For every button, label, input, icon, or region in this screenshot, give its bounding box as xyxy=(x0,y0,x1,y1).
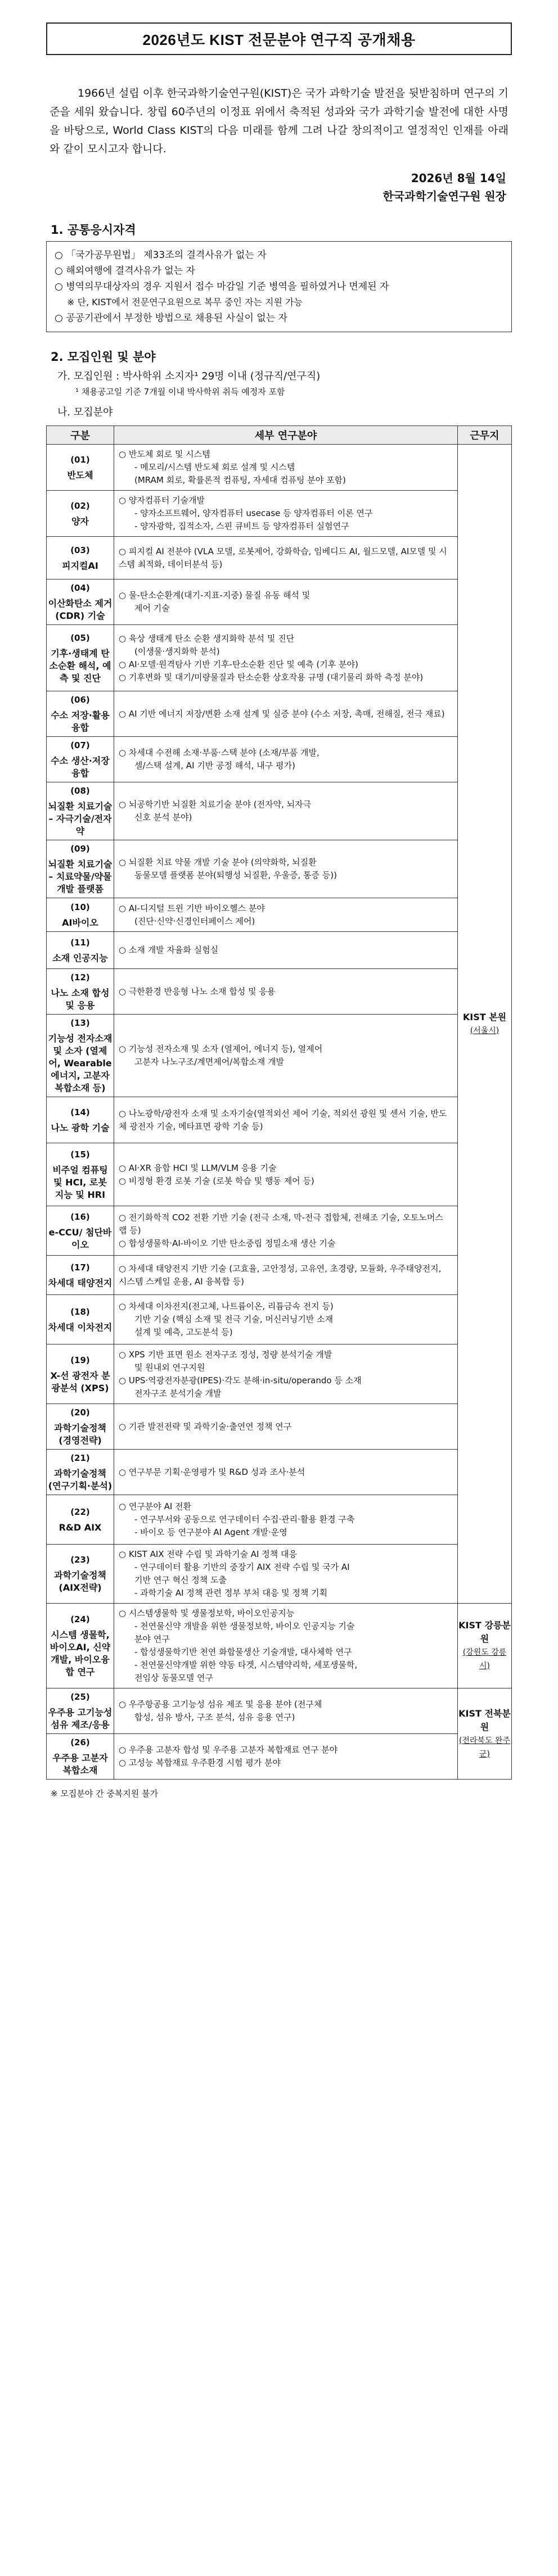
field-name: 기후·생태계 탄소순환 해석, 예측 및 진단 xyxy=(49,648,111,683)
recruit-count-note: ¹ 채용공고일 기준 7개월 이내 박사학위 취득 예정자 포함 xyxy=(75,387,285,397)
field-detail-cell xyxy=(114,1097,458,1143)
field-name: 반도체 xyxy=(67,469,93,481)
field-detail-cell xyxy=(114,537,458,580)
detail-item: ○ 양자컴퓨터 기술개발 xyxy=(119,495,205,505)
detail-subitem: (MRAM 회로, 확률론적 컴퓨팅, 자세대 컴퓨팅 분야 포함) xyxy=(134,475,346,485)
field-name: R&D AIX xyxy=(58,1522,102,1533)
table-row xyxy=(47,1734,512,1780)
field-detail-cell xyxy=(114,625,458,691)
field-name: 차세대 이차전지 xyxy=(48,1321,112,1333)
detail-item: ○ 기후변화 및 대기/미량물질과 탄소순환 상호작용 규명 (대기물리 화학 측정 분야) xyxy=(119,672,424,682)
table-row xyxy=(47,1097,512,1143)
detail-subitem: (이생물·생지화학 분석) xyxy=(134,646,220,657)
detail-subitem: 제어 기술 xyxy=(134,603,170,613)
detail-item: ○ 뇌질환 치료 약물 개발 기술 분야 (의약화학, 뇌질환 xyxy=(119,857,317,867)
field-number: (15) xyxy=(70,1149,90,1160)
field-category-cell xyxy=(47,969,114,1015)
detail-item: ○ 차세대 수전해 소재·부품·스택 분야 (소재/부품 개발, xyxy=(119,748,320,758)
field-name: 뇌질환 치료기술 – 치료약물/약물개발 플랫폼 xyxy=(48,859,112,894)
detail-item: ○ 연구부문 기획·운영평가 및 R&D 성과 조사·분석 xyxy=(119,1466,305,1477)
field-name: 피지컬AI xyxy=(62,560,98,571)
field-detail-cell xyxy=(114,737,458,782)
location-region: (강원도 강릉시) xyxy=(462,1648,507,1670)
field-name: 기능성 전자소재 및 소자 (열제어, Wearable 에너지, 고분자 복합소재 등) xyxy=(48,1033,112,1093)
detail-item: ○ UPS·역광전자분광(IPES)·각도 분해·in-situ/operando 등 소재 xyxy=(119,1375,362,1386)
table-row xyxy=(47,969,512,1015)
field-name: 과학기술정책 (경영전략) xyxy=(54,1423,106,1446)
field-number: (22) xyxy=(70,1506,90,1517)
field-name: 우주용 고기능성 섬유 제조/응용 xyxy=(48,1707,112,1730)
field-category-cell xyxy=(47,491,114,537)
table-row xyxy=(47,1450,512,1495)
field-number: (03) xyxy=(70,545,90,555)
detail-subitem: 동물모델 플랫폼 분야(퇴행성 뇌질환, 우울증, 통증 등)) xyxy=(134,870,337,880)
field-detail-cell xyxy=(114,1404,458,1450)
detail-subitem: 신호 분석 분야) xyxy=(134,812,192,822)
field-detail-cell xyxy=(114,691,458,737)
table-row xyxy=(47,1545,512,1604)
table-row xyxy=(47,1344,512,1404)
field-category-cell xyxy=(47,445,114,491)
detail-subitem: - 연구데이터 활용 기반의 중장기 AIX 전략 수립 및 국가 AI xyxy=(134,1562,350,1572)
detail-item: ○ 피지컬 AI 전분야 (VLA 모델, 로봇제어, 강화학습, 임베디드 AI, 월드모델, AI모델 및 시스템 최적화, 데이터분석 등) xyxy=(119,546,447,569)
field-detail-cell xyxy=(114,1688,458,1734)
field-category-cell xyxy=(47,1404,114,1450)
detail-item: ○ 차세대 태양전지 기반 기술 (고효율, 고안정성, 고유연, 초경량, 모듈화, 우주태양전지, 시스템 스케일 운용, AI 융복합 등) xyxy=(119,1263,442,1287)
location-region: (서울시) xyxy=(470,1026,500,1035)
footnote: ※ 모집분야 간 중복지원 불가 xyxy=(51,1789,159,1799)
recruitment-table xyxy=(46,425,512,1780)
field-category-cell xyxy=(47,1015,114,1097)
field-name: AI바이오 xyxy=(62,917,98,928)
detail-item: ○ 차세대 이차전지(전고체, 나트륨이온, 리튬금속 전지 등) xyxy=(119,1301,334,1311)
section-recruitment-heading: 2. 모집인원 및 분야 xyxy=(51,350,156,364)
detail-item: ○ AI·XR 융합 HCI 및 LLM/VLM 응용 기술 xyxy=(119,1162,277,1173)
field-number: (06) xyxy=(70,695,90,705)
field-name: 수소 생산·저장 융합 xyxy=(51,755,110,778)
location-cell xyxy=(458,445,512,1604)
table-row xyxy=(47,1143,512,1206)
detail-item: ○ 우주항공용 고기능성 섬유 제조 및 응용 분야 (전구체 xyxy=(119,1699,322,1709)
field-detail-cell xyxy=(114,969,458,1015)
detail-item: ○ 우주용 고분자 합성 및 우주용 고분자 복합재료 연구 분야 xyxy=(119,1745,338,1755)
field-name: 차세대 태양전지 xyxy=(48,1277,112,1288)
location-name: KIST 본원 xyxy=(462,1011,507,1022)
field-category-cell xyxy=(47,1688,114,1734)
field-name: 소재 인공지능 xyxy=(52,952,108,963)
table-row xyxy=(47,1256,512,1295)
table-row xyxy=(47,1495,512,1545)
field-number: (21) xyxy=(70,1453,90,1463)
field-detail-cell xyxy=(114,1256,458,1295)
detail-item: ○ 시스템생물학 및 생물정보학, 바이오인공지능 xyxy=(119,1608,295,1618)
field-name: X-선 광전자 분광분석 (XPS) xyxy=(50,1370,110,1393)
posting-date: 2026년 8월 14일 xyxy=(411,171,506,185)
detail-item: ○ KIST AIX 전략 수립 및 과학기술 AI 정책 대응 xyxy=(119,1549,297,1559)
table-row xyxy=(47,1206,512,1256)
detail-subitem: 셀/스택 설계, AI 기반 공정 해석, 내구 평가) xyxy=(134,760,295,771)
detail-subitem: - 양자광학, 집적소자, 스핀 큐비트 등 양자컴퓨터 실험연구 xyxy=(134,521,349,531)
detail-subitem: - 합성생물학기반 천연 화합물생산 기술개발, 대사체학 연구 xyxy=(134,1647,352,1657)
detail-subitem: - 과학기술 AI 정책 관련 정부 부처 대응 및 정책 기획 xyxy=(134,1588,328,1598)
field-number: (01) xyxy=(70,454,90,465)
field-category-cell xyxy=(47,1604,114,1688)
detail-item: ○ 전기화학적 CO2 전환 기반 기술 (전극 소재, 막-전극 접합체, 전해조 기술, 오토노머스 랩 등) xyxy=(119,1212,443,1235)
table-row xyxy=(47,1604,512,1688)
detail-subitem: 전임상 동물모델 연구 xyxy=(134,1673,213,1683)
field-category-cell xyxy=(47,737,114,782)
field-name: 비주얼 컴퓨팅 및 HCI, 로봇 지능 및 HRI xyxy=(52,1164,108,1200)
section-common-qualifications-heading: 1. 공통응시자격 xyxy=(51,223,136,237)
location-cell xyxy=(458,1604,512,1688)
detail-subitem: 분야 연구 xyxy=(134,1634,170,1644)
detail-item: ○ 나노광학/광전자 소재 및 소자기술(열적외선 제어 기술, 적외선 광원 및 센서 기술, 반도체 광전자 기술, 메타표면 광학 기술 등) xyxy=(119,1108,447,1131)
table-row xyxy=(47,898,512,932)
field-detail-cell xyxy=(114,1143,458,1206)
field-detail-cell xyxy=(114,932,458,969)
field-number: (14) xyxy=(70,1107,90,1117)
qualification-item: ○ 병역의무대상자의 경우 지원서 접수 마감일 기준 병역을 필하였거나 면제된 자 xyxy=(55,281,389,292)
field-detail-cell xyxy=(114,1604,458,1688)
org-signature: 한국과학기술연구원 원장 xyxy=(382,189,506,203)
detail-item: ○ 물-탄소순환계(대기-지표-지중) 물질 유동 해석 및 xyxy=(119,590,310,600)
detail-subitem: 설계 및 예측, 고도분석 등) xyxy=(134,1327,233,1337)
detail-subitem: - 바이오 등 연구분야 AI Agent 개발·운영 xyxy=(134,1527,287,1537)
detail-item: ○ 비정형 환경 로봇 기술 (로봇 학습 및 행동 제어 등) xyxy=(119,1175,314,1186)
detail-subitem: 전자구조 분석기술 개발 xyxy=(134,1388,222,1398)
field-number: (08) xyxy=(70,786,90,796)
detail-subitem: 고분자 나노구조/계면제어/복합소재 개발 xyxy=(134,1057,284,1067)
detail-subitem: 및 원내외 연구지원 xyxy=(134,1362,205,1373)
recruit-fields-label: 나. 모집분야 xyxy=(57,406,113,418)
field-name: 나노 광학 기술 xyxy=(51,1122,110,1133)
field-detail-cell xyxy=(114,782,458,840)
detail-item: ○ 소재 개발 자율화 실험실 xyxy=(119,945,219,955)
field-number: (20) xyxy=(70,1407,90,1418)
detail-item: ○ 육상 생태계 탄소 순환 생지화학 분석 및 진단 xyxy=(119,633,295,644)
header-category: 구분 xyxy=(47,426,114,445)
table-row xyxy=(47,445,512,491)
field-category-cell xyxy=(47,1206,114,1256)
field-detail-cell xyxy=(114,898,458,932)
field-detail-cell xyxy=(114,1450,458,1495)
detail-subitem: - 천연물신약개발 위한 약동 타겟, 시스템약리학, 세포생물학, xyxy=(134,1660,358,1670)
table-row xyxy=(47,691,512,737)
field-number: (13) xyxy=(70,1018,90,1028)
table-row xyxy=(47,1688,512,1734)
detail-item: ○ 극한환경 반응형 나노 소재 합성 및 응용 xyxy=(119,986,276,997)
qualification-note: ※ 단, KIST에서 전문연구요원으로 복무 중인 자는 지원 가능 xyxy=(67,297,303,307)
location-name: KIST 강릉분원 xyxy=(458,1620,511,1644)
table-row xyxy=(47,491,512,537)
table-row xyxy=(47,782,512,840)
field-name: 양자 xyxy=(71,515,89,527)
detail-item: ○ AI·모델·원격탐사 기반 기후-탄소순환 진단 및 예측 (기후 분야) xyxy=(119,659,358,669)
detail-subitem: - 메모리/시스템 반도체 회로 설계 및 시스템 xyxy=(134,462,295,472)
field-number: (07) xyxy=(70,740,90,750)
field-detail-cell xyxy=(114,1344,458,1404)
field-category-cell xyxy=(47,1495,114,1545)
location-region: (전라북도 완주군) xyxy=(458,1736,511,1759)
field-name: 우주용 고분자 복합소재 xyxy=(52,1753,108,1776)
field-category-cell xyxy=(47,1344,114,1404)
field-name: 시스템 생물학, 바이오AI, 신약개발, 바이오융합 연구 xyxy=(50,1629,111,1677)
field-category-cell xyxy=(47,580,114,625)
field-number: (09) xyxy=(70,844,90,854)
qualification-item: ○ 공공기관에서 부정한 방법으로 채용된 사실이 없는 자 xyxy=(55,313,287,324)
field-category-cell xyxy=(47,782,114,840)
table-row xyxy=(47,840,512,898)
field-detail-cell xyxy=(114,1295,458,1344)
posting-title xyxy=(46,22,512,55)
field-name: 뇌질환 치료기술 – 자극기술/전자약 xyxy=(48,801,112,836)
field-number: (25) xyxy=(70,1692,90,1702)
field-category-cell xyxy=(47,1143,114,1206)
detail-subitem: 기반 기술 (핵심 소재 및 전극 기술, 머신러닝기반 소재 xyxy=(134,1314,334,1324)
field-category-cell xyxy=(47,1256,114,1295)
field-number: (18) xyxy=(70,1306,90,1317)
detail-subitem: (진단·신약·신경인터페이스 제어) xyxy=(134,916,255,926)
field-category-cell xyxy=(47,1097,114,1143)
header-detail: 세부 연구분야 xyxy=(114,426,458,445)
detail-item: ○ 기능성 전자소재 및 소자 (열제어, 에너지 등), 열제어 xyxy=(119,1044,323,1054)
field-category-cell xyxy=(47,691,114,737)
detail-item: ○ 반도체 회로 및 시스템 xyxy=(119,449,210,459)
recruit-count: 가. 모집인원 : 박사학위 소지자¹ 29명 이내 (정규직/연구직) xyxy=(57,370,321,382)
field-name: 나노 소재 합성 및 응용 xyxy=(51,988,110,1011)
detail-item: ○ 뇌공학기반 뇌질환 치료기술 분야 (전자약, 뇌자극 xyxy=(119,799,312,809)
detail-subitem: - 양자소프트웨어, 양자컴퓨터 usecase 등 양자컴퓨터 이론 연구 xyxy=(134,508,373,518)
field-category-cell xyxy=(47,537,114,580)
field-detail-cell xyxy=(114,491,458,537)
posting-title-text: 2026년도 KIST 전문분야 연구직 공개채용 xyxy=(142,31,416,48)
detail-item: ○ XPS 기반 표면 원소 전자구조 정성, 정량 분석기술 개발 xyxy=(119,1349,332,1360)
field-number: (23) xyxy=(70,1555,90,1565)
intro-paragraph: 1966년 설립 이후 한국과학기술연구원(KIST)은 국가 과학기술 발전을 뒷받침하며 연구의 기준을 세워 왔습니다. 창립 60주년의 이정표 위에서 축적된 성과와 국가 과학기술 발전에 대한 사명을 바탕으로, World Class KIST의 다음 미래를 함께 그려 나갈 창의적이고 열정적인 인재를 아래와 같이 모시고자 합니다. xyxy=(50,87,508,155)
field-number: (10) xyxy=(70,902,90,912)
header-location: 근무지 xyxy=(458,426,512,445)
field-number: (12) xyxy=(70,972,90,983)
field-number: (16) xyxy=(70,1211,90,1222)
field-category-cell xyxy=(47,1295,114,1344)
field-name: e-CCU/ 첨단바이오 xyxy=(48,1226,112,1250)
field-number: (17) xyxy=(70,1262,90,1273)
field-detail-cell xyxy=(114,840,458,898)
table-row xyxy=(47,932,512,969)
table-row xyxy=(47,737,512,782)
detail-item: ○ AI-디지털 트윈 기반 바이오헬스 분야 xyxy=(119,903,265,913)
field-category-cell xyxy=(47,840,114,898)
table-row xyxy=(47,625,512,691)
field-detail-cell xyxy=(114,1206,458,1256)
qualification-item: ○ 「국가공무원법」 제33조의 결격사유가 없는 자 xyxy=(55,250,267,261)
qualification-item: ○ 해외여행에 결격사유가 없는 자 xyxy=(55,265,195,277)
field-category-cell xyxy=(47,1545,114,1604)
field-name: 이산화탄소 제거(CDR) 기술 xyxy=(48,598,112,621)
field-number: (04) xyxy=(70,583,90,593)
table-row xyxy=(47,537,512,580)
field-category-cell xyxy=(47,932,114,969)
field-number: (05) xyxy=(70,632,90,643)
field-number: (26) xyxy=(70,1737,90,1747)
field-detail-cell xyxy=(114,1495,458,1545)
field-category-cell xyxy=(47,625,114,691)
field-name: 과학기술정책 (연구기획·분석) xyxy=(48,1468,112,1491)
field-number: (19) xyxy=(70,1355,90,1365)
table-header-row xyxy=(47,426,512,445)
field-category-cell xyxy=(47,898,114,932)
detail-subitem: - 천연물신약 개발을 위한 생물정보학, 바이오 인공지능 기술 xyxy=(134,1621,355,1631)
field-number: (24) xyxy=(70,1614,90,1624)
location-cell xyxy=(458,1688,512,1780)
detail-item: ○ AI 기반 에너지 저장/변환 소재 설계 및 실증 분야 (수소 저장, 촉매, 전해질, 전극 재료) xyxy=(119,708,445,719)
detail-subitem: 기반 연구 혁신 정책 도출 xyxy=(134,1575,227,1585)
detail-item: ○ 기관 발전전략 및 과학기술·출연연 정책 연구 xyxy=(119,1421,292,1432)
field-name: 수소 저장·활용 융합 xyxy=(51,710,110,733)
table-row xyxy=(47,580,512,625)
field-detail-cell xyxy=(114,580,458,625)
field-name: 과학기술정책 (AIX전략) xyxy=(54,1570,106,1593)
table-row xyxy=(47,1295,512,1344)
field-category-cell xyxy=(47,1734,114,1780)
field-detail-cell xyxy=(114,445,458,491)
detail-subitem: 합성, 섬유 방사, 구조 분석, 섬유 응용 연구) xyxy=(134,1712,295,1722)
detail-item: ○ 연구분야 AI 전환 xyxy=(119,1501,192,1511)
table-row xyxy=(47,1404,512,1450)
table-row xyxy=(47,1015,512,1097)
field-detail-cell xyxy=(114,1015,458,1097)
field-number: (02) xyxy=(70,500,90,511)
field-category-cell xyxy=(47,1450,114,1495)
field-detail-cell xyxy=(114,1734,458,1780)
location-name: KIST 전북분원 xyxy=(458,1708,511,1732)
detail-subitem: - 연구부서와 공동으로 연구데이터 수집·관리·활용 환경 구축 xyxy=(134,1514,355,1524)
detail-item: ○ 고성능 복합재료 우주환경 시험 평가 분야 xyxy=(119,1758,281,1768)
field-number: (11) xyxy=(70,937,90,948)
field-detail-cell xyxy=(114,1545,458,1604)
detail-item: ○ 합성생물학·AI-바이오 기반 탄소중립 정밀소재 생산 기술 xyxy=(119,1238,336,1248)
qualification-box xyxy=(46,241,512,332)
